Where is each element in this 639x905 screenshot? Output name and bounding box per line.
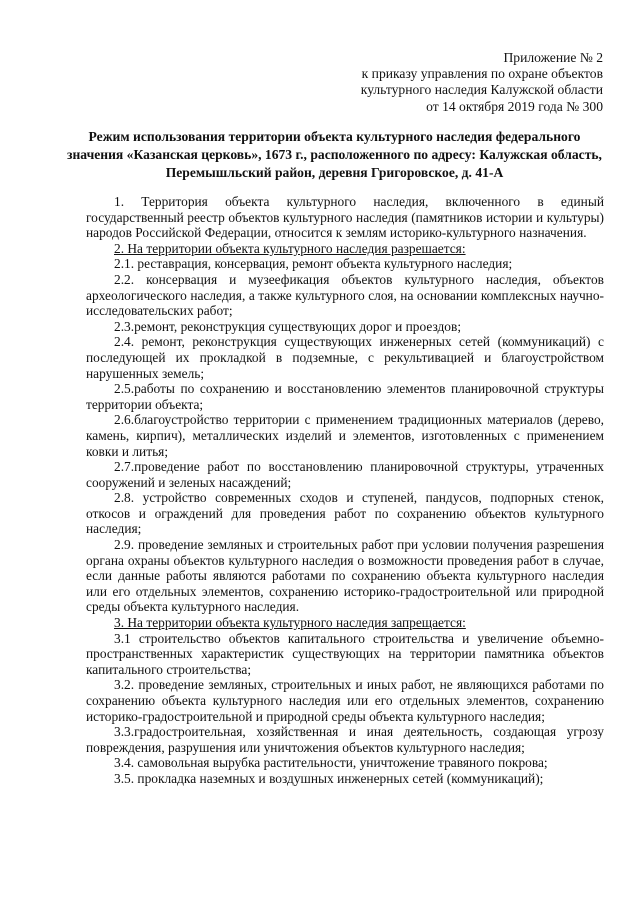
paragraph-1: 1. Территория объекта культурного наследия, включенного в единый государственный реестр объектов культурного наследия (памятников истории и культуры) народов Российской Федерации, относится к землям историко-культурного назначения. <box>86 194 604 241</box>
paragraph-2-9: 2.9. проведение земляных и строительных работ при условии получения разрешения органа охраны объектов культурного наследия о возможности проведения работ в случае, если данные работы являются работами по сохранению объекта культурного наследия или его отдельных элементов, сохранению историко-градостроительной или природной среды объекта культурного наследия. <box>86 537 604 615</box>
section-heading-2 <box>86 241 604 257</box>
paragraph-2-2: 2.2. консервация и музеефикация объектов культурного наследия, объектов археологического наследия, а также культурного слоя, на основании комплексных научно-исследовательских работ; <box>86 271 604 319</box>
paragraph-2-8: 2.8. устройство современных сходов и ступеней, пандусов, подпорных стенок, откосов и ограждений для проведения работ по сохранению объектов культурного наследия; <box>86 490 604 537</box>
appendix-line: Приложение № 2 <box>503 50 603 65</box>
section-heading-2-text: 2. На территории объекта культурного наследия разрешается: <box>114 240 466 256</box>
appendix-line: культурного наследия Калужской области <box>360 82 603 98</box>
document-body <box>86 194 604 787</box>
appendix-header <box>361 50 603 115</box>
document-title: Режим использования территории объекта культурного наследия федерального значения «Казанская церковь», 1673 г., расположенного по адресу: Калужская область, Перемышльский район, деревня Григоровское, д. 41-А <box>67 129 602 181</box>
paragraph-2-6: 2.6.благоустройство территории с применением традиционных материалов (дерево, камень, кирпич), металлических изделий и элементов, изготовленных с применением ковки и литья; <box>86 412 604 459</box>
paragraph-3-4: 3.4. самовольная вырубка растительности, уничтожение травяного покрова; <box>114 755 548 771</box>
paragraph-3-2: 3.2. проведение земляных, строительных и иных работ, не являющихся работами по сохранению объекта культурного наследия или его отдельных элементов, сохранению историко-градостроительной и природной среды объекта культурного наследия; <box>86 677 604 724</box>
paragraph-3-3: 3.3.градостроительная, хозяйственная и иная деятельность, создающая угрозу повреждения, разрушения или уничтожения объектов культурного наследия; <box>86 724 604 755</box>
paragraph-2-3: 2.3.ремонт, реконструкция существующих дорог и проездов; <box>114 318 462 334</box>
appendix-line: к приказу управления по охране объектов <box>361 66 603 82</box>
paragraph-2-5: 2.5.работы по сохранению и восстановлению элементов планировочной структуры территории объекта; <box>86 381 604 412</box>
paragraph-2-4: 2.4. ремонт, реконструкция существующих инженерных сетей (коммуникаций) с последующей их прокладкой в подземные, с рекультивацией и благоустройством нарушенных земель; <box>86 334 604 381</box>
section-heading-3-text: 3. На территории объекта культурного наследия запрещается: <box>114 615 466 631</box>
paragraph-2-1: 2.1. реставрация, консервация, ремонт объекта культурного наследия; <box>114 256 513 272</box>
paragraph-3-1: 3.1 строительство объектов капитального строительства и увеличение объемно-пространственных характеристик существующих на территории памятника объектов капитального строительства; <box>86 630 604 677</box>
appendix-line: от 14 октября 2019 года № 300 <box>426 98 603 114</box>
paragraph-3-5: 3.5. прокладка наземных и воздушных инженерных сетей (коммуникаций); <box>114 770 544 786</box>
paragraph-2-7: 2.7.проведение работ по восстановлению планировочной структуры, утраченных сооружений и зеленых насаждений; <box>86 459 604 490</box>
section-heading-3 <box>86 615 604 631</box>
